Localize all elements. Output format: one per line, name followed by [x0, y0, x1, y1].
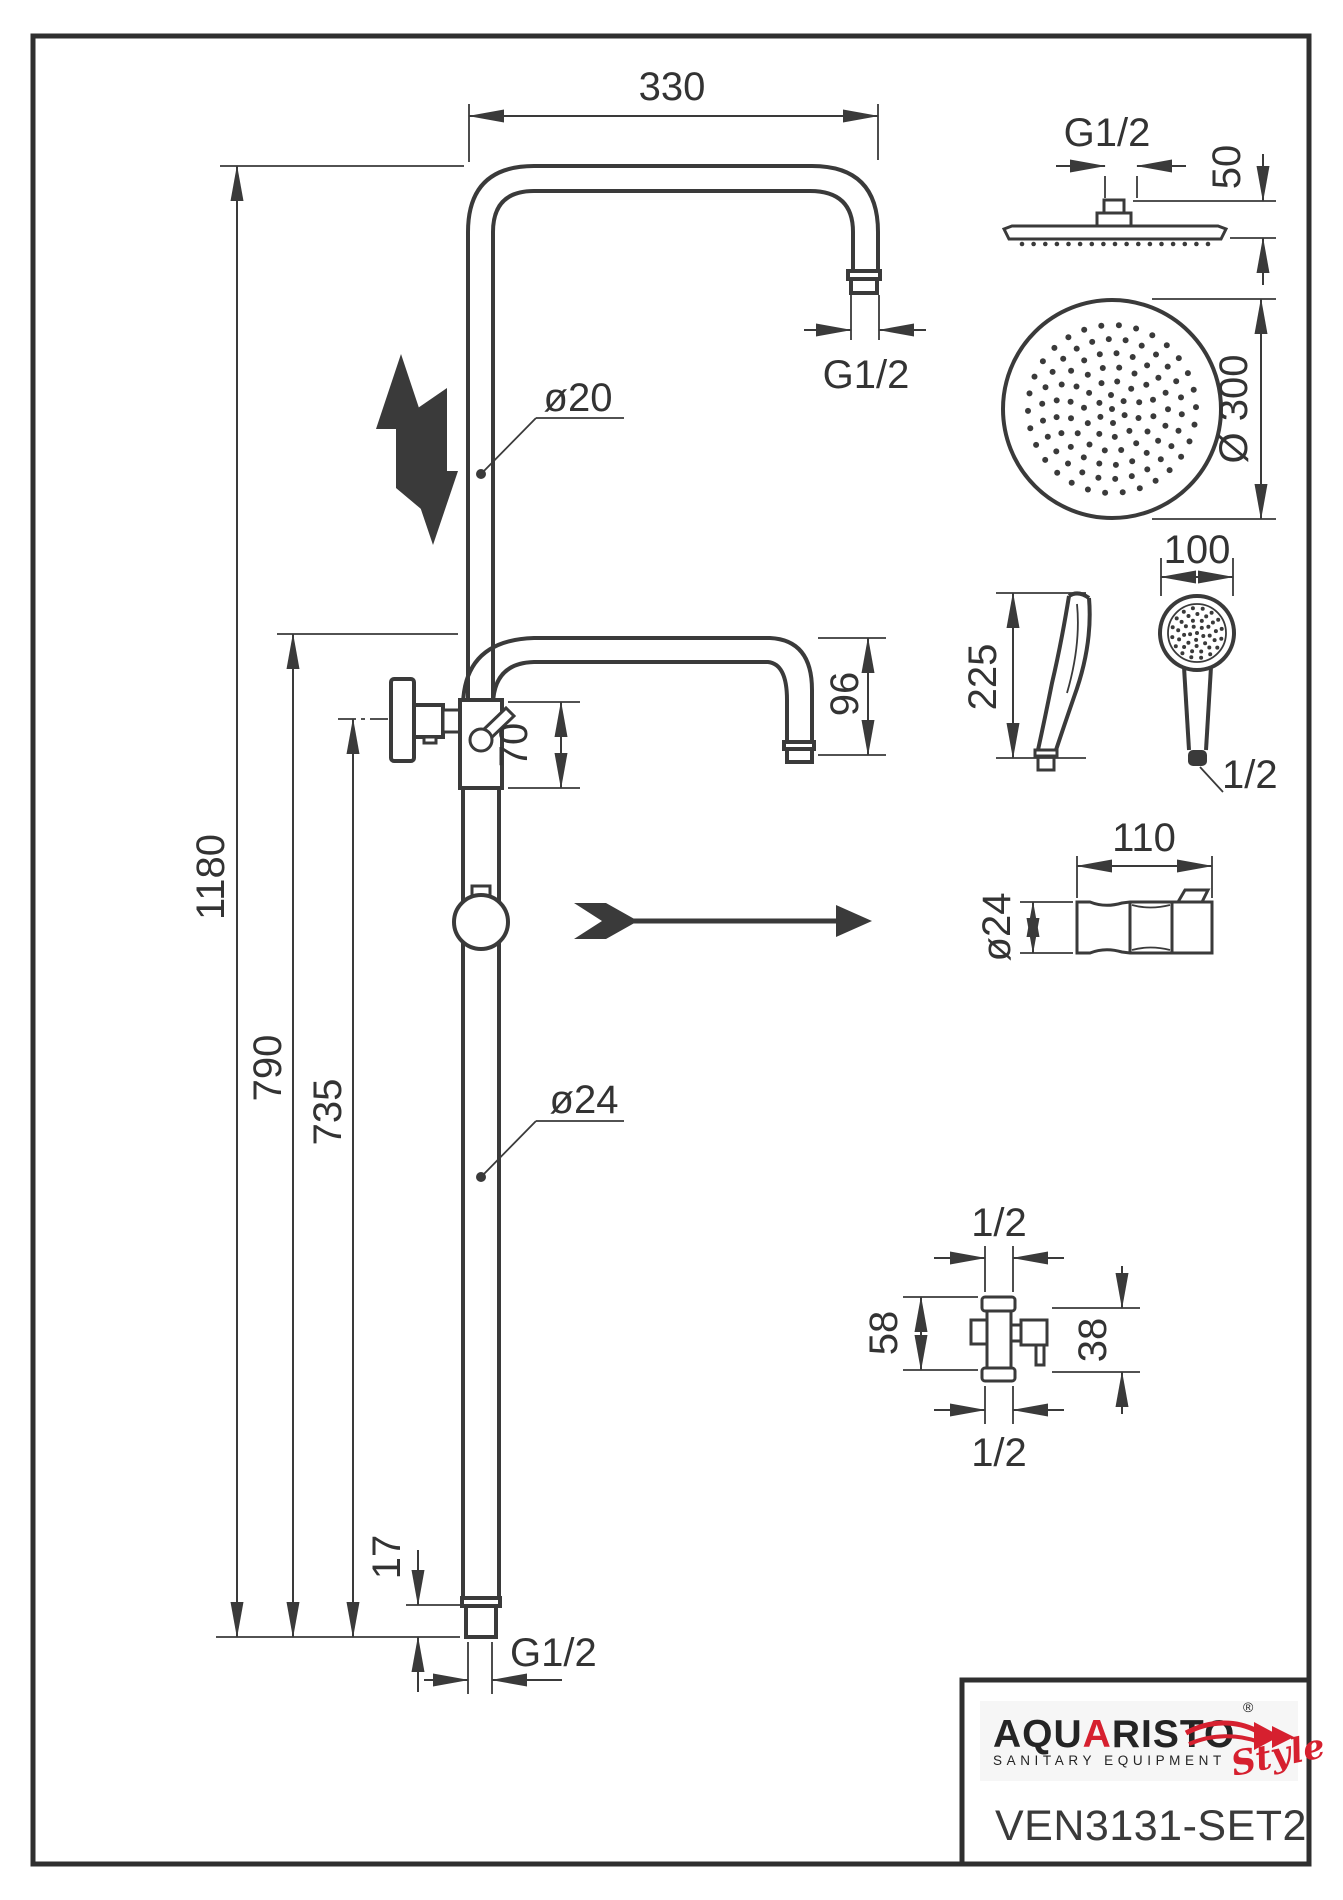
dim-38	[1052, 1266, 1140, 1414]
dim-96-label: 96	[823, 671, 867, 717]
dim-half-valve-top-label: 1/2	[971, 1201, 1027, 1245]
brand-script: Style	[1227, 1726, 1329, 1785]
wall-flange	[391, 679, 414, 761]
dim-g12-arm-label: G1/2	[822, 353, 910, 397]
head-disc	[1004, 226, 1226, 239]
hand-shower-front-view	[1160, 528, 1278, 797]
hand-connector	[1188, 750, 1207, 766]
lower-arm-connector	[787, 749, 812, 762]
dim-1180-label: 1180	[189, 833, 233, 921]
dim-58	[862, 1297, 978, 1370]
valve-outlet	[971, 1320, 987, 1344]
handle-right-edge	[1206, 667, 1211, 750]
valve-body	[987, 1311, 1011, 1368]
bottom-connector	[466, 1606, 496, 1637]
brand-wordmark: AQUARISTO	[993, 1713, 1236, 1756]
dim-o24-holder-label: ø24	[975, 892, 1019, 962]
dim-17-label: 17	[365, 1534, 409, 1580]
dim-330	[469, 65, 878, 162]
dim-735-label: 735	[306, 1078, 350, 1146]
dim-58-label: 58	[862, 1310, 906, 1356]
holder-body	[1077, 902, 1212, 953]
dim-790-label: 790	[246, 1034, 290, 1102]
slider-knob	[454, 895, 508, 949]
valve-handle-pin	[1036, 1345, 1044, 1365]
dim-g12-arm	[804, 295, 926, 397]
dim-96	[818, 638, 886, 755]
holder-clip-tab	[1178, 890, 1208, 902]
head-nipple	[1104, 200, 1124, 213]
rain-head-front-view	[1003, 299, 1276, 519]
dim-100	[1161, 528, 1233, 596]
brand-tagline: SANITARY EQUIPMENT	[993, 1753, 1226, 1768]
slide-direction-arrow-icon	[574, 903, 872, 939]
dim-o24-holder	[975, 893, 1073, 962]
dim-half-valve-top	[934, 1201, 1064, 1292]
dim-half-hand-label: 1/2	[1222, 753, 1278, 797]
title-block	[962, 1680, 1328, 1864]
leader-o20	[476, 376, 624, 479]
upper-arm-inner	[493, 191, 853, 700]
dim-g12-head-label: G1/2	[1063, 111, 1151, 155]
dim-1180	[189, 166, 464, 1637]
dim-g12-head	[1056, 111, 1186, 198]
dim-o20-label: ø20	[543, 376, 613, 420]
wall-pipe	[414, 705, 443, 737]
dim-330-label: 330	[638, 65, 706, 109]
wall-pipe-notch	[424, 737, 436, 743]
dim-17	[365, 1535, 464, 1692]
registered-mark: ®	[1243, 1699, 1254, 1715]
dim-300-label: Ø 300	[1212, 354, 1256, 464]
product-code: VEN3131-SET2	[995, 1802, 1307, 1850]
valve-top-cap	[982, 1297, 1015, 1311]
upper-arm-connector	[851, 279, 877, 293]
hand-shower-side-view	[961, 593, 1090, 770]
diverter-lever-ball	[470, 729, 492, 751]
head-nozzle-row	[1020, 242, 1211, 247]
upper-arm-outer	[468, 166, 878, 700]
dim-70-label: 70	[492, 722, 536, 768]
wand-top-cap	[1069, 593, 1089, 598]
dim-100-label: 100	[1163, 528, 1231, 572]
valve-view	[862, 1201, 1140, 1475]
valve-bottom-cap	[982, 1368, 1015, 1381]
shower-column-view	[189, 65, 926, 1694]
valve-handle	[1021, 1320, 1047, 1345]
dim-g12-bottom-label: G1/2	[510, 1631, 597, 1675]
wand-face-line	[1067, 604, 1078, 693]
wand-front-edge	[1056, 598, 1090, 750]
dim-o24-label: ø24	[549, 1078, 619, 1122]
dim-g12-bottom	[424, 1631, 597, 1694]
dim-110-label: 110	[1112, 816, 1176, 860]
dim-half-hand	[1200, 753, 1278, 797]
dim-50-label: 50	[1205, 144, 1249, 190]
handle-left-edge	[1184, 667, 1189, 750]
dim-735	[306, 719, 353, 1637]
rain-head-side-view	[1004, 111, 1276, 285]
dim-110	[1077, 816, 1212, 898]
dim-half-valve-bottom	[934, 1386, 1064, 1475]
dim-225-label: 225	[961, 643, 1005, 711]
dim-38-label: 38	[1071, 1317, 1115, 1363]
dim-half-valve-bottom-label: 1/2	[971, 1431, 1027, 1475]
holder-view	[975, 816, 1212, 961]
up-down-arrows-icon	[376, 354, 458, 545]
